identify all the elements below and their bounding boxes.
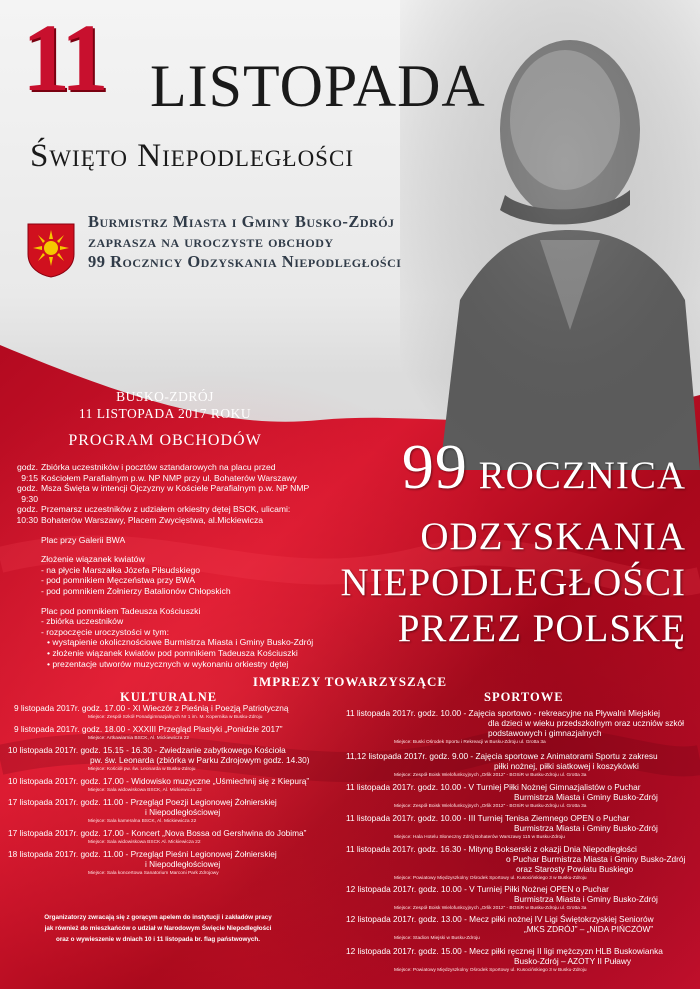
rocznica-number: 99 [401, 431, 468, 502]
schedule-time: godz. 10:30 [16, 504, 38, 525]
sports-event: 11 listopada 2017r. godz. 10.00 - V Turniej Piłki Nożnej Gimnazjalistów o Puchar Burmistrza Miasta i Gminy Busko-Zdrój Miejsce: Zespół Boisk Wielofunkcyjnych „Orlik 2012” - BOSiR w Busku-Zdroju ul. Grotta 3a [346, 782, 658, 809]
rocznica-line-2: ODZYSKANIA [420, 515, 686, 558]
sports-event: 12 listopada 2017r. godz. 15.00 - Mecz piłki ręcznej II ligi mężczyzn HLB Buskowianka Busko-Zdrój – AZOTY II Puławy Miejsce: Powiatowy Międzyszkolny Ośrodek Sportowy ul. Kusocińskiego 3 w Busku-Zdroju [346, 946, 663, 973]
cultural-event: 17 listopada 2017r. godz. 11.00 - Przegląd Poezji Legionowej Żołnierskiej i Niepodległościowej Miejsce: Sala kameralna BSCK, Al. Mickiewicza 22 [8, 797, 277, 824]
kosciuszko-title: Plac pod pomnikiem Tadeusza Kościuszki [41, 605, 201, 616]
schedule-text: Przemarsz uczestników z udziałem orkiestry dętej BSCK, ulicami: [41, 504, 291, 515]
bwa-item: - pod pomnikiem Żołnierzy Batalionów Chłopskich [41, 585, 231, 596]
schedule-time: godz. 9:15 [16, 462, 38, 483]
rocznica-line-3: NIEPODLEGŁOŚCI [340, 561, 686, 604]
schedule-text: Msza Święta w intencji Ojczyzny w Kościele Parafialnym p.w. NP NMP [41, 483, 310, 494]
footer-line: jak również do mieszkańców o udział w Narodowym Święcie Niepodległości [44, 925, 272, 932]
bwa-item: Złożenie wiązanek kwiatów [41, 554, 145, 565]
cultural-title: KULTURALNE [120, 690, 218, 704]
sports-event: 11 listopada 2017r. godz. 10.00 - Zajęcia sportowo - rekreacyjne na Pływalni Miejskiej dla dzieci w wieku przedszkolnym oraz uczniów szkół podstawowych i gimnazjalnych Miejsce: Buski Ośrodek Sportu i Rekreacji w Busku-Zdroju ul. Grotta 3a [346, 708, 684, 745]
invite-line: 99 Rocznicy Odzyskania Niepodległości [88, 252, 402, 271]
kosciuszko-item: • wystąpienie okolicznościowe Burmistrza Miasta i Gminy Busko-Zdrój [47, 637, 314, 648]
sports-event: 11 listopada 2017r. godz. 16.30 - Mityng Bokserski z okazji Dnia Niepodległości o Puchar Burmistrza Miasta i Gminy Busko-Zdrój oraz Starosty Powiatu Buskiego Miejsce: Powiatowy Międzyszkolny Ośrodek Sportowy ul. Kusocińskiego 3 w Busku-Zdroju [346, 844, 686, 881]
sports-event: 12 listopada 2017r. godz. 13.00 - Mecz piłki nożnej IV Ligi Świętokrzyskiej Seniorów „MKS ZDRÓJ” – „NIDA PIŃCZÓW” Miejsce: Stadion Miejski w Busku-Zdroju [346, 914, 654, 941]
bwa-item: - pod pomnikiem Męczeństwa przy BWA [41, 575, 195, 586]
sports-event: 11,12 listopada 2017r. godz. 9.00 - Zajęcia sportowe z Animatorami Sportu z zakresu piłki nożnej, piłki siatkowej i koszykówki Miejsce: Zespół Boisk Wielofunkcyjnych „Orlik 2012” - BOSiR w Busku-Zdroju ul. Grotta 3a [346, 751, 658, 778]
sports-event: 12 listopada 2017r. godz. 10.00 - V Turniej Piłki Nożnej OPEN o Puchar Burmistrza Miasta i Gminy Busko-Zdrój Miejsce: Zespół Boisk Wielofunkcyjnych „Orlik 2012” - BOSiR w Busku-Zdroju ul. Grotta 3a [346, 884, 658, 911]
schedule-item [8, 462, 313, 483]
schedule-text: Zbiórka uczestników i pocztów sztandarowych na placu przed [41, 462, 276, 472]
footer-line: Organizatorzy zwracają się z gorącym apelem do instytucji i zakładów pracy [44, 914, 272, 921]
cultural-event: 17 listopada 2017r. godz. 17.00 - Koncert „Nova Bossa od Gershwina do Jobima” Miejsce: Sala widowiskowa BSCK Al. Mickiewicza 22 [8, 828, 307, 845]
cultural-event: 9 listopada 2017r. godz. 17.00 - XI Wieczór z Pieśnią i Poezją Patriotyczną Miejsce: Zespół Szkół Ponadgimnazjalnych Nr 1 im. M. Kopernika w Busku-Zdroju [14, 703, 289, 720]
schedule-text: Kościołem Parafialnym p.w. NP NMP przy ul. Bohaterów Warszawy [41, 472, 297, 483]
place: BUSKO-ZDRÓJ [116, 389, 214, 404]
cultural-event: 10 listopada 2017r. godz. 15.15 - 16.30 - Zwiedzanie zabytkowego Kościoła pw. św. Leonarda (zbiórka w Parku Zdrojowym godz. 14.30) Miejsce: Kościół pw. św. Leonarda w Busku-Zdroju [8, 745, 310, 772]
kosciuszko-item: - zbiórka uczestników [41, 616, 124, 627]
invite-line: zaprasza na uroczyste obchody [88, 232, 334, 251]
sports-title: SPORTOWE [484, 690, 564, 704]
schedule-item [8, 483, 313, 504]
sports-event: 11 listopada 2017r. godz. 10.00 - III Turniej Tenisa Ziemnego OPEN o Puchar Burmistrza Miasta i Gminy Busko-Zdrój Miejsce: Hala Hotelu Słoneczny Zdrój Bohaterów Warszawy 115 w Busku-Zdroju [346, 813, 658, 840]
schedule-item [8, 504, 313, 525]
date: 11 LISTOPADA 2017 ROKU [78, 406, 252, 421]
kosciuszko-item: - rozpoczęcie uroczystości w tym: [41, 626, 169, 637]
cultural-event: 18 listopada 2017r. godz. 11.00 - Przegląd Pieśni Legionowej Żołnierskiej i Niepodległościowej Miejsce: Sala koncertowa Sanatorium Marconi Park Zdrojowy [8, 849, 277, 876]
day-number: 11 [22, 4, 105, 111]
invite-line: Burmistrz Miasta i Gminy Busko-Zdrój [88, 212, 395, 231]
sun-crest-icon [26, 222, 76, 278]
bwa-title: Plac przy Galerii BWA [41, 534, 126, 545]
footer-appeal [8, 912, 308, 945]
kosciuszko-item: • prezentacje utworów muzycznych w wykonaniu orkiestry dętej [47, 658, 289, 669]
month-title: LISTOPADA [150, 53, 486, 119]
place-date [0, 388, 330, 422]
rocznica-line-1 [401, 431, 686, 502]
cultural-event: 9 listopada 2017r. godz. 18.00 - XXXIII Przegląd Plastyki „Ponidzie 2017” Miejsce: Artkawiarnia BSCK, Al. Mickiewicza 22 [14, 724, 283, 741]
schedule-text: Bohaterów Warszawy, Placem Zwycięstwa, al.Mickiewicza [41, 514, 264, 525]
kosciuszko-item: • złożenie wiązanek kwiatów pod pomnikiem Tadeusza Kościuszki [47, 647, 298, 658]
footer-line: oraz o wywieszenie w dniach 10 i 11 listopada br. flag państwowych. [55, 936, 260, 943]
rocznica-line-4: PRZEZ POLSKĘ [397, 607, 686, 650]
cultural-event: 10 listopada 2017r. godz. 17.00 - Widowisko muzyczne „Uśmiechnij się z Kiepurą” Miejsce: Sala widowiskowa BSCK, Al. Mickiewicza 22 [8, 776, 310, 793]
schedule-time: godz. 9:30 [16, 483, 38, 504]
rocznica-word: ROCZNICA [478, 454, 686, 497]
bwa-item: - na płycie Marszałka Józefa Piłsudskiego [41, 564, 201, 575]
side-events-title: IMPREZY TOWARZYSZĄCE [252, 674, 448, 689]
invitation-text [88, 212, 401, 272]
program-schedule [8, 462, 313, 669]
program-title: PROGRAM OBCHODÓW [68, 432, 262, 449]
holiday-title: Święto Niepodległości [30, 138, 354, 174]
